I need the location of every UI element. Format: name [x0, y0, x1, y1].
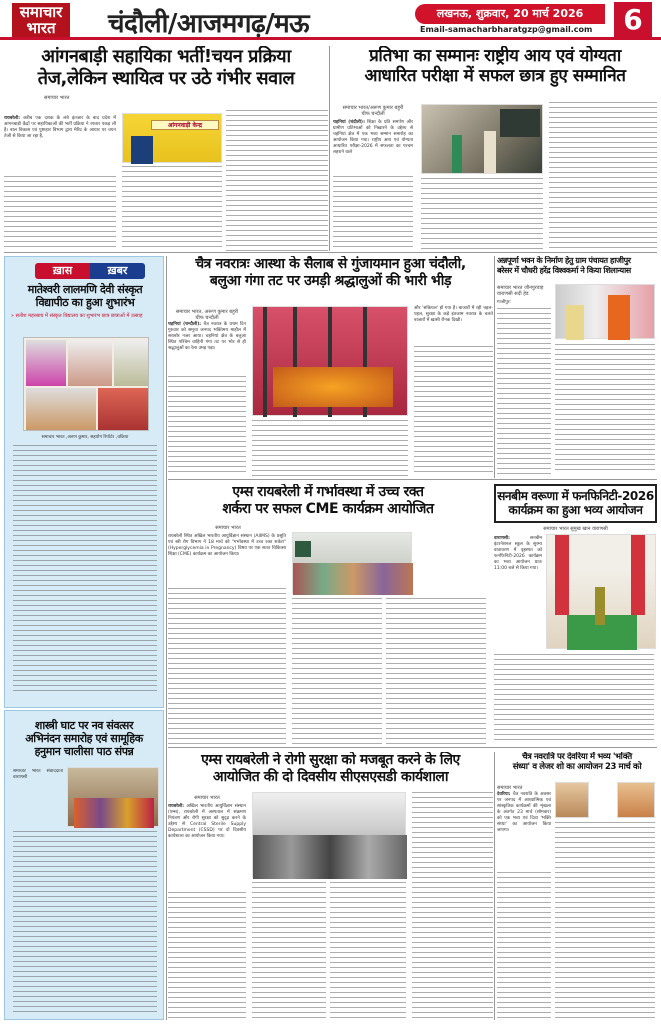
logo-line-2: भारत: [26, 19, 56, 37]
column-divider: [494, 752, 495, 1020]
headline-line: सनबीम वरूणा में फनफिनिटी-2026: [497, 489, 654, 503]
article-text: [494, 536, 542, 572]
subheadline: » सतीश महरसाय में संस्कृत विद्यालय का शुभारंभ छात्र छात्राओं में उत्साह: [11, 313, 143, 319]
dateline: वाराणसी:: [494, 536, 510, 541]
text-lines: [4, 176, 116, 251]
photo-person: [566, 305, 584, 340]
text-lines: [555, 344, 655, 474]
photo-students-honoured: [421, 104, 543, 174]
text-lines: [414, 346, 493, 476]
lead-text: अखिल भारतीय आयुर्विज्ञान संस्थान (एम्स), रायबरेली में अस्पताल में संक्रमण नियंत्रण और रोगी सुरक्षा को सुदृढ़ करने के उद्देश्य से Central Sterile Supply Department (CSSD) पर दो दिवसीय कार्यशाला का आयोजन किया गया।: [168, 804, 246, 839]
section-divider: [4, 252, 657, 253]
article-text: [168, 804, 246, 840]
headline-shilanyas: [497, 256, 657, 275]
headline-line: संध्या' व लेजर शो का आयोजन 23 मार्च को: [512, 762, 642, 773]
photo-devotees: [74, 798, 154, 828]
article-shastri-ghat: [4, 710, 164, 1020]
khas-khabar-banner: [35, 263, 145, 279]
photo-blackboard: [500, 109, 540, 137]
byline: समाचार भारत: [497, 785, 523, 791]
photo-person: [484, 131, 496, 173]
article-text-col3: और 'सकियल' हो गया है। बाजारों में रही चहल-पहल, सुरक्षा के कड़े इंतजाम नवरात्र के चलते बाजारों में खासी रौनक दिखी।: [414, 306, 493, 323]
lead-text: शिक्षा के प्रति समर्पण और ग्रामीण प्रतिभाओं को निखारने के उद्देश्य से चहनियां क्षेत्र में एक भव्य सम्मान समारोह का आयोजन किया गया। राष्ट्रीय आय एवं योग्यता आधारित परीक्षा-2026 में सफलता का परचम लहराने वाले: [333, 120, 414, 155]
text-lines: [122, 166, 222, 251]
headline-line: बलुआ गंगा तट पर उमड़ी श्रद्धालुओं की भारी भीड़: [209, 272, 452, 289]
article-pratibha: [333, 46, 657, 251]
byline-line: समाचार भारत, अरूण कुमार बहुरी: [175, 309, 239, 315]
byline-line: चीफ चन्दौली: [361, 111, 385, 117]
photo-portrait-left: [555, 782, 589, 818]
headline-line: प्रतिभा का सम्मानः राष्ट्रीय आय एवं योग्यता: [369, 46, 621, 66]
headline-pratibha: [333, 46, 657, 87]
headline-line: आधारित परीक्षा में सफल छात्र हुए सम्मानित: [364, 66, 626, 87]
headline-line: एम्स रायबरेली ने रोगी सुरक्षा को मजबूत करने के लिए: [201, 752, 460, 768]
article-text: [168, 322, 246, 352]
headline-cme: [168, 484, 488, 518]
photo-person: [452, 135, 462, 173]
headline-line: चैत्र नवरात्रि पर देवरिया में भव्य 'भक्ति: [522, 752, 632, 762]
text-lines: [13, 831, 157, 1013]
section-divider: [168, 479, 657, 480]
article-bhakti-sandhya: [497, 752, 657, 1020]
byline-line: वाराणसी सदी हेड: [497, 291, 529, 297]
article-cme: [168, 484, 488, 746]
page-number: 6: [614, 2, 652, 38]
text-lines: [252, 420, 408, 476]
photo-pillar: [555, 535, 569, 615]
date-banner: लखनऊ, शुक्रवार, 20 मार्च 2026: [415, 4, 605, 24]
dateline: देवरिया:: [497, 792, 511, 797]
headline-line: अन्नपूर्णा भवन के निर्माण हेतु ग्राम पंचायत हाजीपुर: [497, 256, 631, 265]
text-lines: [494, 654, 654, 744]
headline-line: एम्स रायबरेली में गर्भावस्था में उच्च रक्त: [232, 484, 424, 500]
byline: [497, 285, 551, 297]
photo-person: [595, 587, 605, 625]
text-lines: [421, 178, 543, 251]
column-divider: [166, 256, 167, 1020]
dateline: रायबरेली:: [168, 804, 185, 809]
photo-door: [131, 136, 153, 164]
byline: समाचार भारत: [44, 95, 70, 102]
headline-line: शर्करा पर सफल CME कार्यक्रम आयोजित: [222, 500, 434, 517]
article-text: [333, 120, 413, 156]
headline-khas-khabar: [5, 283, 164, 309]
banner-khas: ख़ास: [35, 263, 90, 279]
masthead: [0, 0, 661, 40]
article-text: रायबरेली स्थित अखिल भारतीय आयुर्विज्ञान संस्थान (AIIMS) के प्रसूति एवं स्त्री रोग विभाग ने 18 मार्च को "गर्भावस्था में उच्च रक्त शर्करा" (Hyperglycemia in Pregnancy) विषय पर एक सतत चिकित्सा शिक्षा (CME) कार्यक्रम का आयोजन किया।: [168, 534, 286, 557]
photo-anganwadi-centre: [122, 113, 222, 163]
article-text: [497, 792, 551, 834]
headline-csssd: [168, 752, 493, 786]
photo-flowers: [273, 367, 393, 407]
lead-text: चैत्र नवरात्रि के अवसर पर जनपद में आध्यात्मिक एवं सांस्कृतिक कार्यक्रमों की शृंखला के अंतर्गत 23 मार्च (सोमवार) को एक भव्य एवं दिव्य 'भक्ति संध्या' का आयोजन किया जाएगा।: [497, 792, 551, 833]
photo-cme-audience: [292, 532, 412, 594]
headline-shastri-ghat: [5, 719, 163, 759]
article-khas-khabar: [4, 256, 164, 708]
article-shilanyas: [497, 256, 657, 474]
headline-line: बरेसर में चौधरी हरेंद्र विश्वकर्मा ने किया शिलान्यास: [497, 265, 631, 275]
edition-title: चंदौली/आजमगढ़/मऊ: [108, 9, 310, 39]
logo-line-1: समाचार: [19, 3, 63, 21]
lead-text: चैत्र नवरात्र के प्रथम दिन गुरुवार को समूचा जनपद भक्तिमय माहौल में सराबोर नजर आया। चहनियां क्षेत्र के बलुआ स्थित पश्चिम वाहिनी गंगा तट पर भोर से ही श्रद्धालुओं का रेला उमड़ पड़ा।: [168, 322, 246, 351]
column-divider: [494, 256, 495, 478]
photo-collage-sanskrit: [23, 337, 149, 431]
photo-funfinity-event: [546, 534, 656, 649]
text-lines: [168, 892, 246, 1018]
byline: [168, 309, 246, 321]
section-divider: [168, 747, 657, 748]
headline-line: अभिनंदन समारोह एवं सामूहिक: [25, 732, 143, 746]
text-lines: [226, 110, 328, 251]
headline-anganwadi: [4, 46, 328, 89]
photo-sign: आंगनवाड़ी केन्द्र: [151, 120, 219, 130]
byline: समाचार भारत ,अरुण कुमार, सहयोग रिपोर्टर ,चकिया: [41, 435, 129, 440]
headline-line: तेज,लेकिन स्थायित्व पर उठे गंभीर सवाल: [37, 67, 295, 89]
headline-line: विद्यापीठ का हुआ शुभारंभ: [35, 296, 135, 310]
column-divider: [329, 46, 330, 251]
photo-pillar: [631, 535, 645, 615]
byline: समाचार भारत संवाददाता वाराणसी: [13, 769, 63, 780]
email-address[interactable]: Email-samacharbharatgzp@gmail.com: [420, 25, 593, 34]
collage-tile: [26, 340, 66, 386]
text-lines: [168, 376, 246, 476]
headline-line: आयोजित की दो दिवसीय सीएसएसडी कार्यशाला: [212, 768, 449, 785]
headline-line: आंगनबाड़ी सहायिका भर्ती!चयन प्रक्रिया: [41, 46, 291, 67]
article-funfinity: [494, 484, 657, 746]
byline: समाचार भारत सुमुख खान वाराणसी: [543, 525, 608, 532]
byline-line: चीफ चन्दौली: [195, 315, 219, 321]
byline-line: समाचार भारत/अरूण कुमार बहुरी: [342, 105, 404, 111]
byline: [333, 105, 413, 117]
article-anganwadi: [4, 46, 328, 251]
headline-navratra: [168, 256, 493, 290]
newspaper-logo: [12, 3, 70, 37]
byline: समाचार भारत: [215, 525, 241, 531]
collage-tile: [26, 388, 96, 430]
photo-temple-idol: [252, 306, 408, 416]
lead-text: सनबीम इंटरनेशनल स्कूल के सुरम्य वातावरण में वृहस्पत को फनफिनिटी-2026 कार्यक्रम का भव्य आयोजन प्रातः 11:00 बजे से किया गया।: [494, 536, 542, 571]
byline: समाचार भारत: [194, 795, 220, 801]
text-lines: [292, 598, 382, 744]
photo-board: [295, 541, 311, 557]
headline-bhakti-sandhya: [497, 752, 657, 772]
lead-text: करीब एक दशक के लंबे इंतजार के बाद प्रदेश में आंगनबाड़ी केंद्रों पर सहायिकाओं की भर्ती प्रक्रिया ने रफ्तार पकड़ ली है। बाल विकास एवं पुष्टाहार विभाग द्वारा मेरिट के आधार पर चयन तेजी से किया जा रहा है,: [4, 116, 117, 139]
photo-portrait-right: [617, 782, 655, 818]
article-csssd: [168, 752, 493, 1020]
text-lines: [13, 445, 157, 695]
collage-tile: [68, 340, 112, 386]
headline-line: चैत्र नवरात्रः आस्था के सैलाब से गुंजायमान हुआ चंदौली,: [195, 256, 466, 272]
banner-khabar: ख़बर: [90, 263, 145, 279]
text-lines: [497, 308, 551, 474]
text-lines: [252, 882, 326, 1018]
text-lines: [330, 882, 406, 1018]
headline-funfinity: [494, 484, 657, 523]
dateline: गाजीपुर:: [497, 300, 512, 305]
collage-tile: [114, 340, 148, 386]
text-lines: [497, 872, 551, 1018]
headline-line: हनुमान चालीसा पाठ संपन्न: [34, 745, 134, 759]
article-text: [4, 116, 116, 140]
headline-line: कार्यक्रम का हुआ भव्य आयोजन: [508, 503, 643, 518]
headline-line: मातेश्वरी लालमणि देवी संस्कृत: [27, 283, 143, 296]
photo-foundation-ceremony: [555, 284, 655, 339]
dateline: चहनियां (चंदौली)।: [333, 120, 365, 125]
text-lines: [412, 792, 493, 1018]
photo-workshop-hall: [252, 792, 406, 878]
photo-crowd: [293, 563, 413, 595]
photo-bar: [263, 307, 267, 417]
dateline: रायबरेली:: [4, 116, 21, 121]
text-lines: [549, 102, 657, 251]
text-lines: [333, 176, 413, 251]
photo-person: [608, 295, 630, 340]
photo-hanuman-chalisa: [67, 767, 159, 827]
headline-line: शास्त्री घाट पर नव संवत्सर: [34, 719, 134, 732]
photo-attendees: [253, 835, 407, 879]
collage-tile: [98, 388, 148, 430]
byline-line: समाचार भारत जौनपुरवाह: [497, 285, 544, 291]
text-lines: [168, 588, 286, 744]
text-lines: [386, 598, 486, 744]
dateline: चहनियां (चन्दौली):: [168, 322, 202, 327]
article-navratra: [168, 256, 493, 478]
text-lines: [555, 822, 655, 1018]
